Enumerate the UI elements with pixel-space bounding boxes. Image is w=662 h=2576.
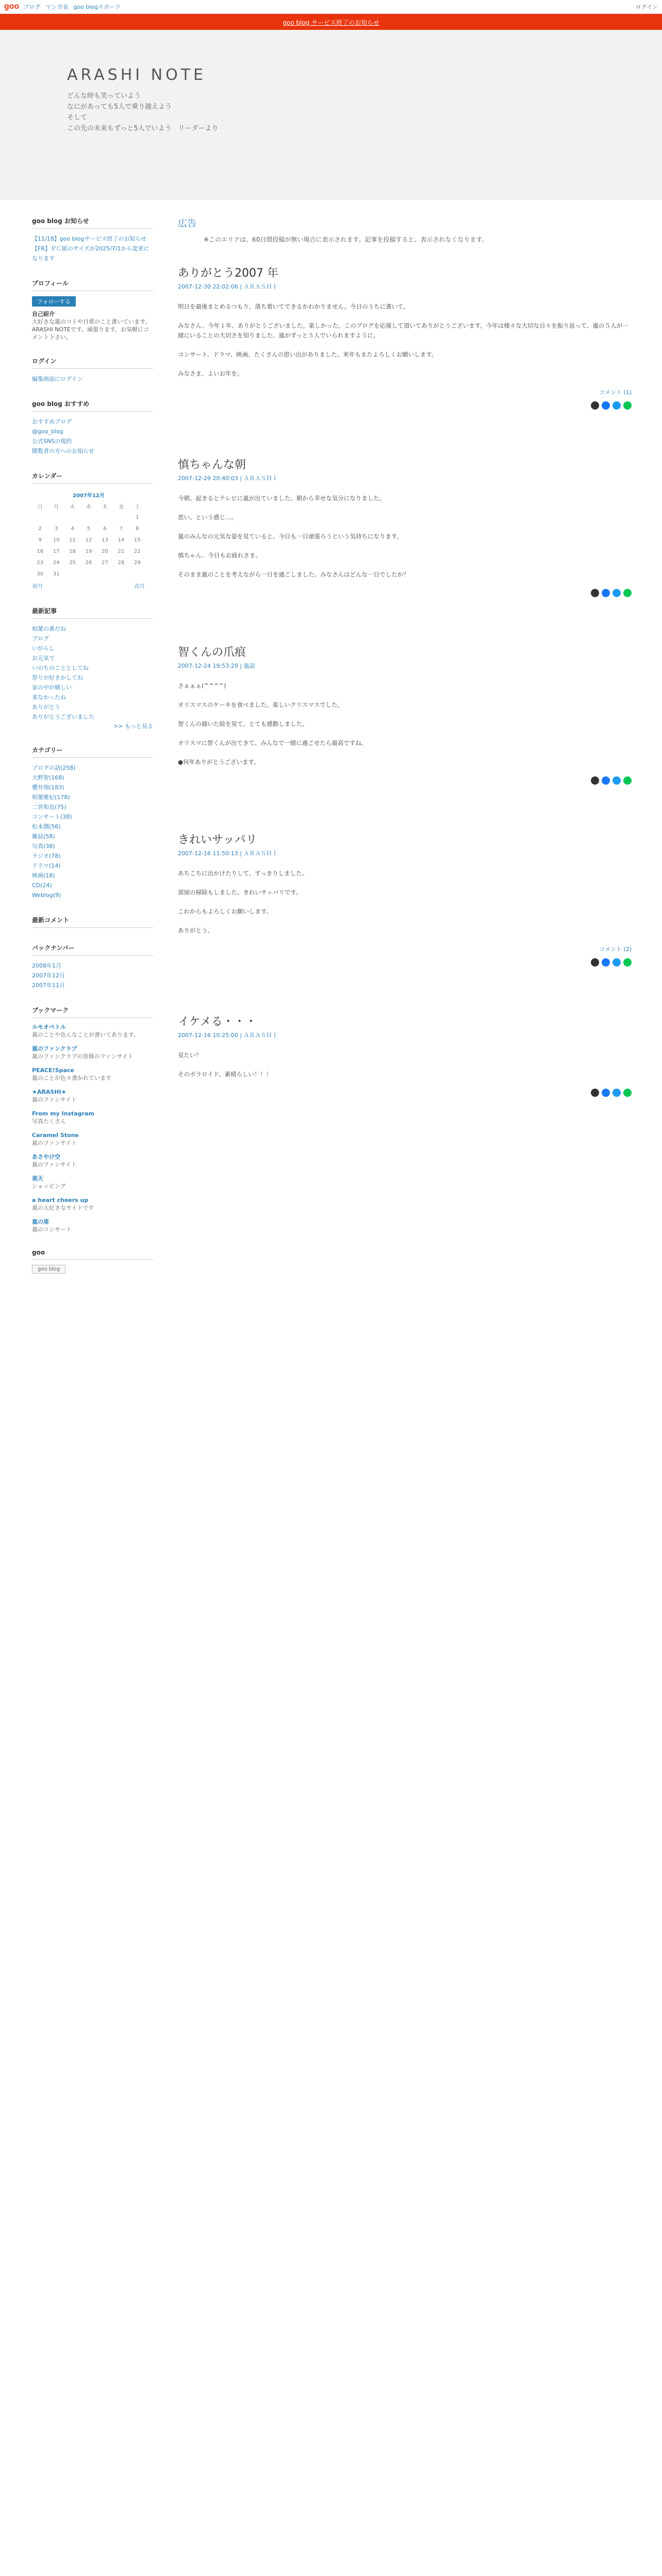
line-share-icon[interactable]	[623, 776, 632, 785]
share-buttons	[178, 958, 632, 967]
entry-paragraph: 思い、という感じ…。	[178, 514, 237, 521]
main-content	[178, 216, 632, 1143]
service-notice-bar	[0, 14, 662, 30]
blog-entry	[178, 643, 632, 785]
calendar-day[interactable]: 15	[134, 537, 141, 543]
recent-entry-link[interactable]: ありがとう	[32, 704, 60, 710]
x-share-icon[interactable]	[591, 589, 599, 597]
recent-more-link[interactable]: >> もっと見る	[113, 723, 153, 730]
entry-paragraph: みなさま、よいお年を。	[178, 370, 243, 377]
blog-description	[67, 91, 219, 134]
calendar-day[interactable]: 18	[69, 548, 76, 554]
entry-paragraph: 部屋の掃除もしました。きれいサッパリです。	[178, 889, 302, 896]
facebook-share-icon[interactable]	[602, 589, 610, 597]
entry-paragraph: オリスマに智くんが出てきて、みんなで一緒に過ごせたら最高ですね。	[178, 739, 368, 747]
desc-line: この先の未来もずっと5人でいよう リーダーより	[67, 125, 219, 132]
bookmark-item	[32, 1131, 153, 1147]
sidebar-heading-login: ログイン	[32, 357, 153, 369]
recent-entry-link[interactable]: 来なかったね	[32, 694, 66, 701]
entry-paragraph: 今朝、起きるとテレビに嵐が出ていました。朝から幸せな気分になりました。	[178, 495, 386, 502]
sidebar-heading-news: goo blog お知らせ	[32, 216, 153, 229]
calendar-day	[32, 512, 48, 523]
calendar-day[interactable]: 4	[71, 526, 74, 532]
calendar-day[interactable]: 6	[103, 526, 107, 532]
category-link[interactable]: 写真(38)	[32, 843, 55, 850]
recent-list	[32, 624, 153, 722]
recent-entry-link[interactable]: いのちのこととしてね	[32, 665, 89, 671]
topbar-link-blog[interactable]: ブログ	[23, 4, 41, 10]
category-link[interactable]: コンサート(38)	[32, 814, 72, 820]
bookmark-desc: ショッピング	[32, 1183, 66, 1190]
category-link[interactable]: 櫻井翔(183)	[32, 784, 64, 791]
entry-comments-link[interactable]: コメント (2)	[599, 946, 632, 953]
bookmark-item	[32, 1218, 153, 1233]
calendar-day	[129, 568, 145, 580]
login-link[interactable]: ログイン	[635, 4, 658, 10]
calendar-day[interactable]: 10	[53, 537, 60, 543]
sidebar-heading-recommend: goo blog おすすめ	[32, 399, 153, 412]
category-link[interactable]: 雑誌(58)	[32, 833, 55, 840]
category-link[interactable]: ドラマ(14)	[32, 862, 61, 869]
calendar-next[interactable]: 次月	[135, 583, 145, 589]
sidebar-heading-categories: カテゴリー	[32, 745, 153, 758]
entry-paragraph: ありがとう。	[178, 927, 213, 934]
topbar-link-manga[interactable]: マンガ表	[45, 4, 69, 10]
bookmark-title[interactable]: ルモオペトル	[32, 1024, 66, 1030]
calendar-day[interactable]: 31	[53, 571, 60, 577]
x-share-icon[interactable]	[591, 1089, 599, 1097]
entry-title[interactable]: 智くんの爪痕	[178, 646, 246, 659]
entry-paragraph: さぁぁぁ(^^^^)	[178, 682, 226, 689]
profile-label: 自己紹介	[32, 311, 55, 317]
goo-blog-button[interactable]: goo blog	[32, 1265, 65, 1274]
global-topbar	[0, 0, 662, 14]
bookmark-desc: 写真たくさん	[32, 1118, 66, 1125]
service-notice-link[interactable]: goo blog サービス終了のお知らせ	[283, 19, 379, 26]
bookmark-title[interactable]: あさやけ空	[32, 1154, 60, 1160]
calendar-day[interactable]: 26	[85, 560, 92, 566]
calendar-day[interactable]: 24	[53, 560, 60, 566]
calendar-prev[interactable]: 前月	[32, 583, 43, 589]
entry-paragraph: オリスマスのケーキを食べました。楽しいクリスマスでした。	[178, 701, 344, 708]
bookmark-item	[32, 1196, 153, 1212]
calendar-day[interactable]: 7	[119, 526, 123, 532]
news-item[interactable]: 【11/18】goo blogサービス終了のお知らせ	[32, 235, 147, 242]
recommend-item[interactable]: @goo_blog	[32, 428, 63, 435]
goo-logo[interactable]: goo	[4, 2, 20, 11]
weekday: 水	[86, 504, 91, 510]
calendar-day	[48, 512, 64, 523]
profile-text: 大好きな嵐のコトや日常のこと書いています。ARASHI NOTEです。頑張ります。お気軽にコメント下さい。	[32, 318, 151, 341]
x-share-icon[interactable]	[591, 958, 599, 967]
line-share-icon[interactable]	[623, 401, 632, 410]
recent-entry-link[interactable]: ブログ	[32, 635, 49, 642]
calendar-day[interactable]: 12	[85, 537, 92, 543]
entry-title[interactable]: きれいサッパリ	[178, 834, 257, 846]
line-share-icon[interactable]	[623, 1089, 632, 1097]
bookmark-desc: 嵐のことが色々書かれています	[32, 1075, 111, 1081]
bookmark-title[interactable]: PEACE!Space	[32, 1067, 74, 1074]
entry-title[interactable]: 慎ちゃんな朝	[178, 459, 246, 471]
calendar-day[interactable]: 3	[54, 526, 58, 532]
entry-paragraph: 慎ちゃん、今日もお疲れさま。	[178, 552, 261, 559]
calendar-day[interactable]: 16	[37, 548, 44, 554]
weekday: 火	[70, 504, 75, 510]
hatena-share-icon[interactable]	[613, 958, 621, 967]
entry-paragraph: みなさん、今年１年、ありがとうございました。楽しかった。このブログを応援して頂いてありがとうございます。今年は様々な大切な日々を振り返って、嵐の５人が一緒にいることの大切さを知りました。嵐がずっと５人でいられますように。	[178, 322, 628, 339]
calendar-day[interactable]: 1	[136, 514, 139, 520]
weekday: 日	[37, 504, 43, 510]
calendar-day[interactable]: 22	[134, 548, 141, 554]
entry-body	[178, 1050, 632, 1079]
blog-entry	[178, 456, 632, 597]
calendar-day[interactable]: 9	[38, 537, 42, 543]
hatena-share-icon[interactable]	[613, 776, 621, 785]
weekday: 金	[118, 504, 124, 510]
facebook-share-icon[interactable]	[602, 1089, 610, 1097]
entry-body	[178, 302, 632, 379]
line-share-icon[interactable]	[623, 589, 632, 597]
entry-title[interactable]: ありがとう2007 年	[178, 267, 278, 280]
calendar-day[interactable]: 27	[102, 560, 108, 566]
topbar-links	[23, 3, 120, 11]
hatena-share-icon[interactable]	[613, 401, 621, 410]
topbar-link-sports[interactable]: goo blogスポーツ	[73, 4, 121, 10]
calendar-day	[64, 568, 80, 580]
sidebar-heading-bookmarks: ブックマーク	[32, 1006, 153, 1018]
entry-title[interactable]: イケメる・・・	[178, 1015, 257, 1028]
bookmark-item	[32, 1088, 153, 1104]
calendar-day[interactable]: 17	[53, 548, 60, 554]
calendar-day	[80, 568, 96, 580]
bookmark-item	[32, 1045, 153, 1060]
weekday: 土	[135, 504, 140, 510]
bookmark-title[interactable]: 楽天	[32, 1175, 43, 1182]
calendar-day[interactable]: 28	[118, 560, 125, 566]
bookmark-desc: 嵐のファンクラブの皆様のファンサイト	[32, 1053, 134, 1060]
bookmark-title[interactable]: 嵐の扉	[32, 1218, 49, 1225]
recommend-item[interactable]: 閲覧者の方へのお知らせ	[32, 448, 94, 454]
weekday: 月	[54, 504, 59, 510]
entry-paragraph: 嵐のみんなの元気な姿を見ていると、今日も一日頑張ろうという気持ちになります。	[178, 533, 403, 540]
entry-paragraph: そのまま嵐のことを考えながら一日を過ごしました。みなさんはどんな一日でしたか？	[178, 571, 409, 578]
backnumber-link[interactable]: 2007年11月	[32, 982, 65, 989]
calendar-caption[interactable]: 2007年12月	[73, 493, 105, 499]
calendar-day[interactable]: 30	[37, 571, 44, 577]
category-link[interactable]: CD(24)	[32, 882, 52, 889]
calendar-day	[64, 512, 80, 523]
category-link[interactable]: 大野智(168)	[32, 774, 64, 781]
calendar-day[interactable]: 20	[102, 548, 108, 554]
entry-body	[178, 869, 632, 936]
category-list	[32, 763, 153, 900]
blog-entry	[178, 831, 632, 967]
blog-header	[0, 30, 662, 200]
facebook-share-icon[interactable]	[602, 958, 610, 967]
bookmark-list	[32, 1023, 153, 1233]
entry-meta[interactable]: 2007-12-16 10:25:00 | ＡＲＡＳＨＩ	[178, 1032, 278, 1039]
bookmark-item	[32, 1110, 153, 1125]
category-link[interactable]: 映画(18)	[32, 872, 55, 879]
calendar-day	[97, 512, 113, 523]
category-link[interactable]: ブログの話(258)	[32, 765, 76, 771]
calendar-day[interactable]: 21	[118, 548, 125, 554]
calendar-day[interactable]: 2	[38, 526, 42, 532]
sidebar-heading-comments: 最新コメント	[32, 916, 153, 928]
entry-meta[interactable]: 2007-12-29 20:40:03 | ＡＲＡＳＨＩ	[178, 475, 278, 482]
entry-body	[178, 681, 632, 767]
bookmark-item	[32, 1153, 153, 1168]
category-link[interactable]: 二宮和也(75)	[32, 804, 67, 810]
calendar-day	[113, 512, 129, 523]
calendar-day[interactable]: 14	[118, 537, 125, 543]
recent-entry-link[interactable]: 家の中が嬉しい	[32, 684, 72, 691]
bookmark-title[interactable]: Caramel Stone	[32, 1132, 79, 1139]
bookmark-desc: 嵐のコンサート	[32, 1226, 72, 1233]
share-buttons	[178, 589, 632, 597]
line-share-icon[interactable]	[623, 958, 632, 967]
category-link[interactable]: 松本潤(56)	[32, 823, 61, 830]
bookmark-desc: 嵐のファンサイト	[32, 1096, 77, 1103]
calendar-day[interactable]: 29	[134, 560, 141, 566]
sidebar-heading-recent: 最新記事	[32, 606, 153, 619]
calendar-day	[80, 512, 96, 523]
sidebar-heading-calendar: カレンダー	[32, 471, 153, 484]
backnumber-link[interactable]: 2007年12月	[32, 972, 65, 979]
x-share-icon[interactable]	[591, 776, 599, 785]
desc-line: なにがあっても5人で乗り越えよう	[67, 103, 172, 111]
hatena-share-icon[interactable]	[613, 1089, 621, 1097]
calendar-day[interactable]: 5	[87, 526, 91, 532]
entry-paragraph: 明日を最後まとめるつもり、落ち着いてできるかわかりません。今日のうちに書いて。	[178, 303, 409, 310]
entry-paragraph: 見たい？	[178, 1052, 202, 1059]
ad-notice-text: ※このエリアは、60日間投稿が無い場合に表示されます。記事を投稿すると、表示されなくなります。	[204, 236, 488, 243]
recent-entry-link[interactable]: ありがとうございました	[32, 714, 94, 720]
calendar-day[interactable]: 19	[85, 548, 92, 554]
sidebar-heading-profile: プロフィール	[32, 279, 153, 291]
entry-meta[interactable]: 2007-12-30 22:02:06 | ＡＲＡＳＨＩ	[178, 283, 278, 290]
bookmark-title[interactable]: a heart cheers up	[32, 1197, 89, 1204]
calendar-day	[97, 568, 113, 580]
facebook-share-icon[interactable]	[602, 401, 610, 410]
recent-entry-link[interactable]: 相葉の番だね	[32, 625, 66, 632]
bookmark-item	[32, 1023, 153, 1039]
recommend-item[interactable]: おすすめブログ	[32, 418, 72, 425]
sidebar	[32, 216, 153, 1274]
weekday: 木	[102, 504, 108, 510]
entry-list	[178, 264, 632, 1097]
entry-comments-link[interactable]: コメント (1)	[599, 389, 632, 396]
category-link[interactable]: 相葉雅紀(178)	[32, 794, 70, 801]
desc-line: そして	[67, 114, 88, 122]
facebook-share-icon[interactable]	[602, 776, 610, 785]
bookmark-desc: 嵐のファンサイト	[32, 1161, 77, 1168]
calendar-day[interactable]: 23	[37, 560, 44, 566]
calendar-day[interactable]: 13	[102, 537, 108, 543]
entry-meta[interactable]: 2007-12-16 11:50:13 | ＡＲＡＳＨＩ	[178, 850, 278, 857]
bookmark-title[interactable]: From my Instagram	[32, 1110, 94, 1117]
calendar-day[interactable]: 8	[136, 526, 139, 532]
backnumber-list	[32, 961, 153, 990]
entry-paragraph: これからもよろしくお願いします。	[178, 908, 273, 915]
bookmark-desc: 嵐の大好きなサイトです	[32, 1205, 94, 1211]
blog-entry	[178, 1013, 632, 1097]
login-edit-link[interactable]: 編集画面にログイン	[32, 376, 83, 382]
bookmark-title[interactable]: 嵐のファンクラブ	[32, 1045, 77, 1052]
sidebar-heading-backnumber: バックナンバー	[32, 943, 153, 956]
category-link[interactable]: Weblog(9)	[32, 892, 61, 899]
bookmark-desc: 嵐のファンサイト	[32, 1140, 77, 1146]
recent-entry-link[interactable]: いがらし	[32, 645, 55, 652]
bookmark-desc: 嵐のことや色んなことが書いてあります。	[32, 1031, 140, 1038]
blog-entry	[178, 264, 632, 410]
ad-label: 広告	[178, 218, 196, 229]
bookmark-title[interactable]: ★ARASHI★	[32, 1089, 67, 1095]
follow-button[interactable]: フォローする	[32, 296, 76, 307]
news-item[interactable]: 【FR】ＰＣ版のサイズが2025/7/1から変更になります	[32, 245, 150, 262]
share-buttons	[178, 401, 632, 410]
recent-entry-link[interactable]: 祭りが好きかしてね	[32, 674, 83, 681]
x-share-icon[interactable]	[591, 401, 599, 410]
calendar-day[interactable]: 11	[69, 537, 76, 543]
entry-paragraph: ●何年ありがとうございます。	[178, 758, 260, 766]
entry-body	[178, 494, 632, 580]
sidebar-heading-goo: goo	[32, 1249, 153, 1260]
backnumber-link[interactable]: 2008年1月	[32, 962, 61, 969]
recent-entry-link[interactable]: お元気で	[32, 655, 55, 662]
calendar-day	[113, 568, 129, 580]
entry-paragraph: コンサート、ドラマ、映画、たくさんの思い出がありました。来年もまたよろしくお願いします。	[178, 351, 438, 358]
share-buttons	[178, 776, 632, 785]
desc-line: どんな時も笑っていよう	[67, 92, 141, 100]
share-buttons	[178, 1089, 632, 1097]
recommend-item[interactable]: 公式SNSの規約	[32, 438, 72, 445]
calendar	[32, 489, 145, 591]
entry-paragraph: あちこちに出かけたりして、すっきりしました。	[178, 870, 308, 877]
entry-meta[interactable]: 2007-12-24 19:53:29 | 嵐話	[178, 663, 255, 669]
entry-paragraph: そのボラロイド、素晴らしい！！！	[178, 1071, 272, 1078]
hatena-share-icon[interactable]	[613, 589, 621, 597]
bookmark-item	[32, 1175, 153, 1190]
entry-paragraph: 智くんの描いた絵を見て、とても感動しました。	[178, 720, 308, 727]
bookmark-item	[32, 1066, 153, 1082]
calendar-day[interactable]: 25	[69, 560, 76, 566]
category-link[interactable]: ラジオ(78)	[32, 853, 61, 859]
blog-title[interactable]: ARASHI NOTE	[67, 66, 206, 84]
